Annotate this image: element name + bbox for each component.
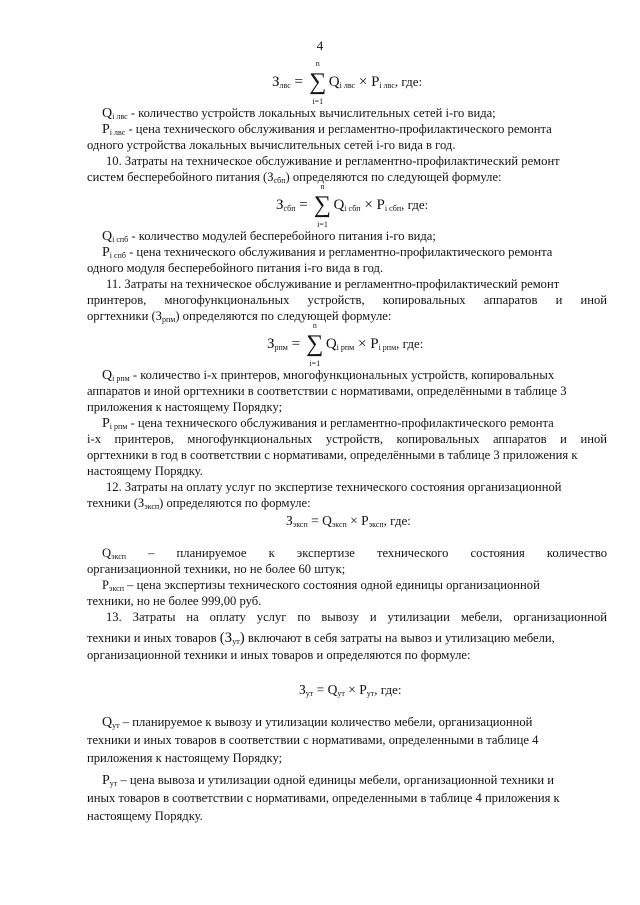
- text-line: оргтехники $(З_{рпм})$ определяются по следующей формуле:: [87, 309, 392, 324]
- definition-p-ut: $P_{ут}$ – цена вывоза и утилизации одной единицы мебели, организационной техники и: [102, 773, 555, 788]
- formula-ut: $З_{ут} = Q_{ут} \times P_{ут}$, где:: [299, 682, 402, 698]
- text-line: настоящему Порядку.: [87, 464, 203, 478]
- text-line: одного устройства локальных вычислительных сетей i-го вида в год.: [87, 138, 456, 152]
- text-line: иных товаров в соответствии с нормативами, определенными в таблице 4 приложения к: [87, 791, 560, 805]
- text-line: систем бесперебойного питания $(З_{сбп})$ определяются по следующей формуле:: [87, 170, 502, 185]
- text-line: техники и иных товаров в соответствии с нормативами, определенными в таблице 4: [87, 733, 539, 747]
- text-line: приложения к настоящему Порядку;: [87, 400, 283, 414]
- text-line: настоящему Порядку.: [87, 809, 203, 823]
- definition-q-ut: $Q_{ут}$ – планируемое к вывозу и утилизации количество мебели, организационной: [102, 715, 533, 730]
- definition-q-eksp: $Q_{эксп}$ – планируемое к экспертизе технического состояния количество: [102, 546, 607, 561]
- sum-symbol: n ∑ i=1: [309, 59, 327, 106]
- section-10-heading: 10. Затраты на техническое обслуживание и регламентно-профилактический ремонт: [106, 154, 560, 168]
- definition-p-lvs: $P_{i лвс}$ - цена технического обслуживания и регламентно-профилактического ремонта: [102, 122, 552, 137]
- text-line: аппаратов и иной оргтехники в соответствии с нормативами, определёнными в таблице 3: [87, 384, 567, 398]
- formula-sbp: $З_{сбп}$ = n ∑ i=1 $Q_{i сбп} \times P_{i сбп}$, где:: [276, 182, 429, 229]
- text-line: оргтехники в год в соответствии с нормативами, определёнными в таблице 3 приложения к: [87, 448, 578, 462]
- page-number: 4: [316, 38, 324, 53]
- definition-p-eksp: $P_{эксп}$ – цена экспертизы технического состояния одной единицы организационной: [102, 578, 540, 593]
- definition-q-lvs: $Q_{i лвс}$ - количество устройств локальных вычислительных сетей i-го вида;: [102, 106, 496, 121]
- sum-symbol: n ∑ i=1: [306, 321, 324, 368]
- text-line: техники $(З_{эксп})$ определяются по формуле:: [87, 496, 311, 511]
- definition-p-sbp: $P_{i спб}$ - цена технического обслуживания и регламентно-профилактического ремонта: [102, 245, 553, 260]
- definition-q-rpm: $Q_{i рпм}$ - количество i-х принтеров, многофункциональных устройств, копировальных: [102, 368, 555, 383]
- section-11-heading: 11. Затраты на техническое обслуживание и регламентно-профилактический ремонт: [106, 277, 560, 291]
- definition-q-sbp: $Q_{i спб}$ - количество модулей бесперебойного питания i-го вида;: [102, 229, 436, 244]
- sum-symbol: n ∑ i=1: [313, 182, 332, 229]
- text-line: одного модуля бесперебойного питания i-го вида в год.: [87, 261, 384, 275]
- text-line: техники, но не более 999,00 руб.: [87, 594, 262, 608]
- section-12-heading: 12. Затраты на оплату услуг по экспертизе технического состояния организационной: [106, 480, 562, 494]
- text-line: организационной техники и иных товаров и определяются по формуле:: [87, 648, 471, 662]
- text-line: i-х принтеров, многофункциональных устройств, копировальных аппаратов и иной: [87, 432, 607, 446]
- formula-eksp: $З_{эксп} = Q_{эксп} \times P_{эксп}$, где:: [286, 513, 411, 529]
- text-line: принтеров, многофункциональных устройств, копировальных аппаратов и иной: [87, 293, 607, 307]
- definition-p-rpm: $P_{i рпм}$ - цена технического обслуживания и регламентно-профилактического ремонта: [102, 416, 554, 431]
- formula-lvs: $З_{лвс}$ = n ∑ i=1 $Q_{i лвс} \times P_{i лвс}$, где:: [272, 59, 423, 106]
- formula-rpm: $З_{рпм}$ = n ∑ i=1 $Q_{i рпм} \times P_{i рпм}$, где:: [267, 321, 424, 368]
- text-line: техники и иных товаров $(З_{ут})$ включают в себя затраты на вывоз и утилизацию мебели,: [87, 630, 555, 646]
- section-13-heading: 13. Затраты на оплату услуг по вывозу и утилизации мебели, организационной: [106, 610, 607, 624]
- text-line: приложения к настоящему Порядку;: [87, 751, 283, 765]
- text-line: организационной техники, но не более 60 штук;: [87, 562, 346, 576]
